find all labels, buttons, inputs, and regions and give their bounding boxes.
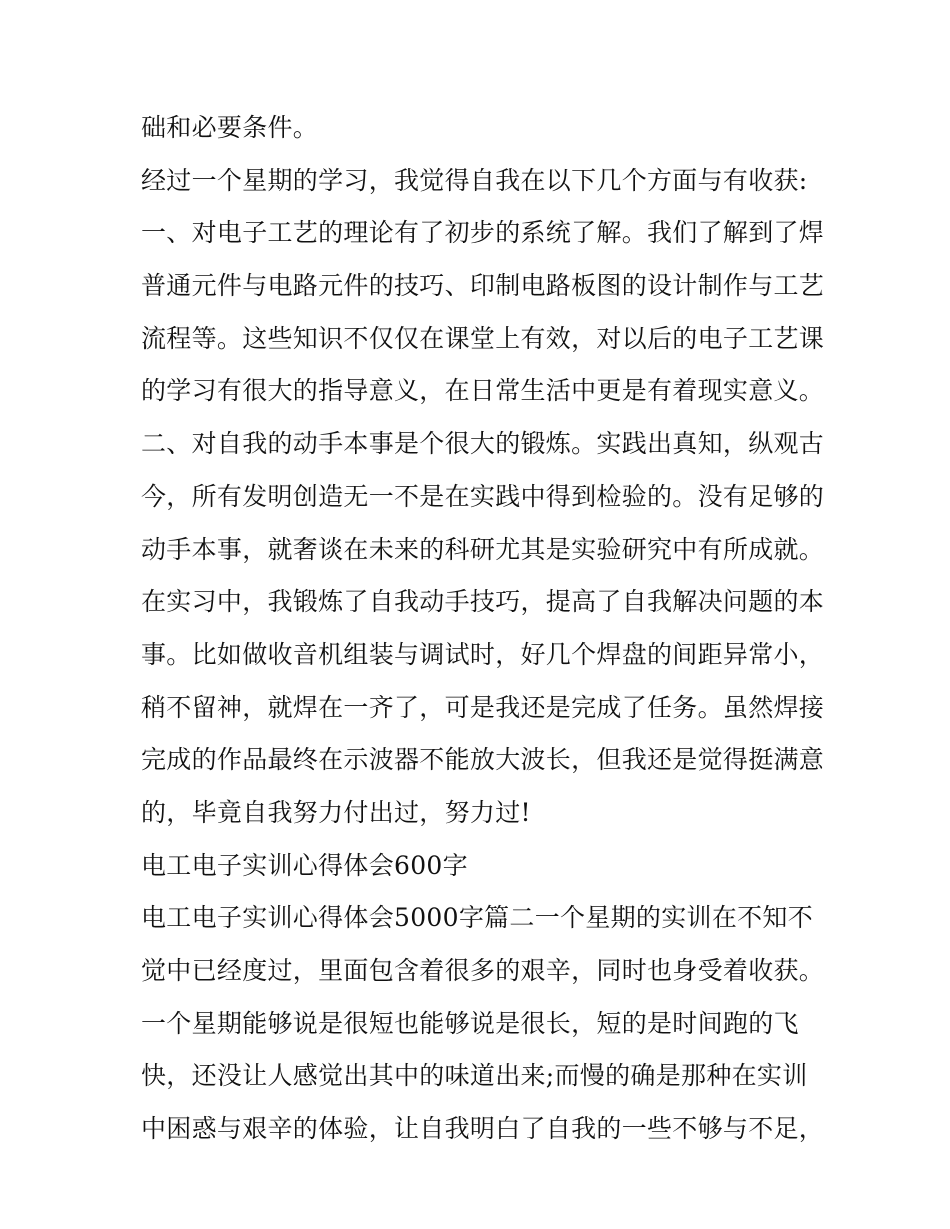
section-heading: 电工电子实训心得体会600字: [141, 850, 468, 880]
text-line: 事。比如做收音机组装与调试时，好几个焊盘的间距异常小，: [141, 639, 825, 669]
text-line: 今，所有发明创造无一不是在实践中得到检验的。没有足够的: [141, 481, 825, 511]
document-body: [141, 108, 825, 1162]
text-line: 普通元件与电路元件的技巧、印制电路板图的设计制作与工艺: [141, 271, 825, 301]
text-line: 中困惑与艰辛的体验，让自我明白了自我的一些不够与不足，: [141, 1114, 825, 1144]
text-line: 动手本事，就奢谈在未来的科研尤其是实验研究中有所成就。: [141, 534, 825, 564]
text-line: 的，毕竟自我努力付出过，努力过!: [141, 797, 531, 827]
text-line: 快，还没让人感觉出其中的味道出来;而慢的确是那种在实训: [141, 1061, 808, 1091]
text-line: 稍不留神，就焊在一齐了，可是我还是完成了任务。虽然焊接: [141, 692, 825, 722]
text-line: 的学习有很大的指导意义，在日常生活中更是有着现实意义。: [141, 376, 825, 406]
text-line: 经过一个星期的学习，我觉得自我在以下几个方面与有收获:: [141, 165, 808, 195]
text-line: 一、对电子工艺的理论有了初步的系统了解。我们了解到了焊: [141, 218, 825, 248]
text-line: 础和必要条件。: [141, 113, 319, 142]
text-line: 一个星期能够说是很短也能够说是很长，短的是时间跑的飞: [141, 1008, 799, 1038]
text-line: 二、对自我的动手本事是个很大的锻炼。实践出真知，纵观古: [141, 429, 825, 459]
text-line: 觉中已经度过，里面包含着很多的艰辛，同时也身受着收获。: [141, 956, 825, 985]
text-line: 在实习中，我锻炼了自我动手技巧，提高了自我解决问题的本: [141, 587, 825, 617]
text-line: 完成的作品最终在示波器不能放大波长，但我还是觉得挺满意: [141, 745, 825, 775]
text-line: 流程等。这些知识不仅仅在课堂上有效，对以后的电子工艺课: [141, 323, 825, 353]
text-line: 电工电子实训心得体会5000字篇二一个星期的实训在不知不: [141, 903, 814, 933]
